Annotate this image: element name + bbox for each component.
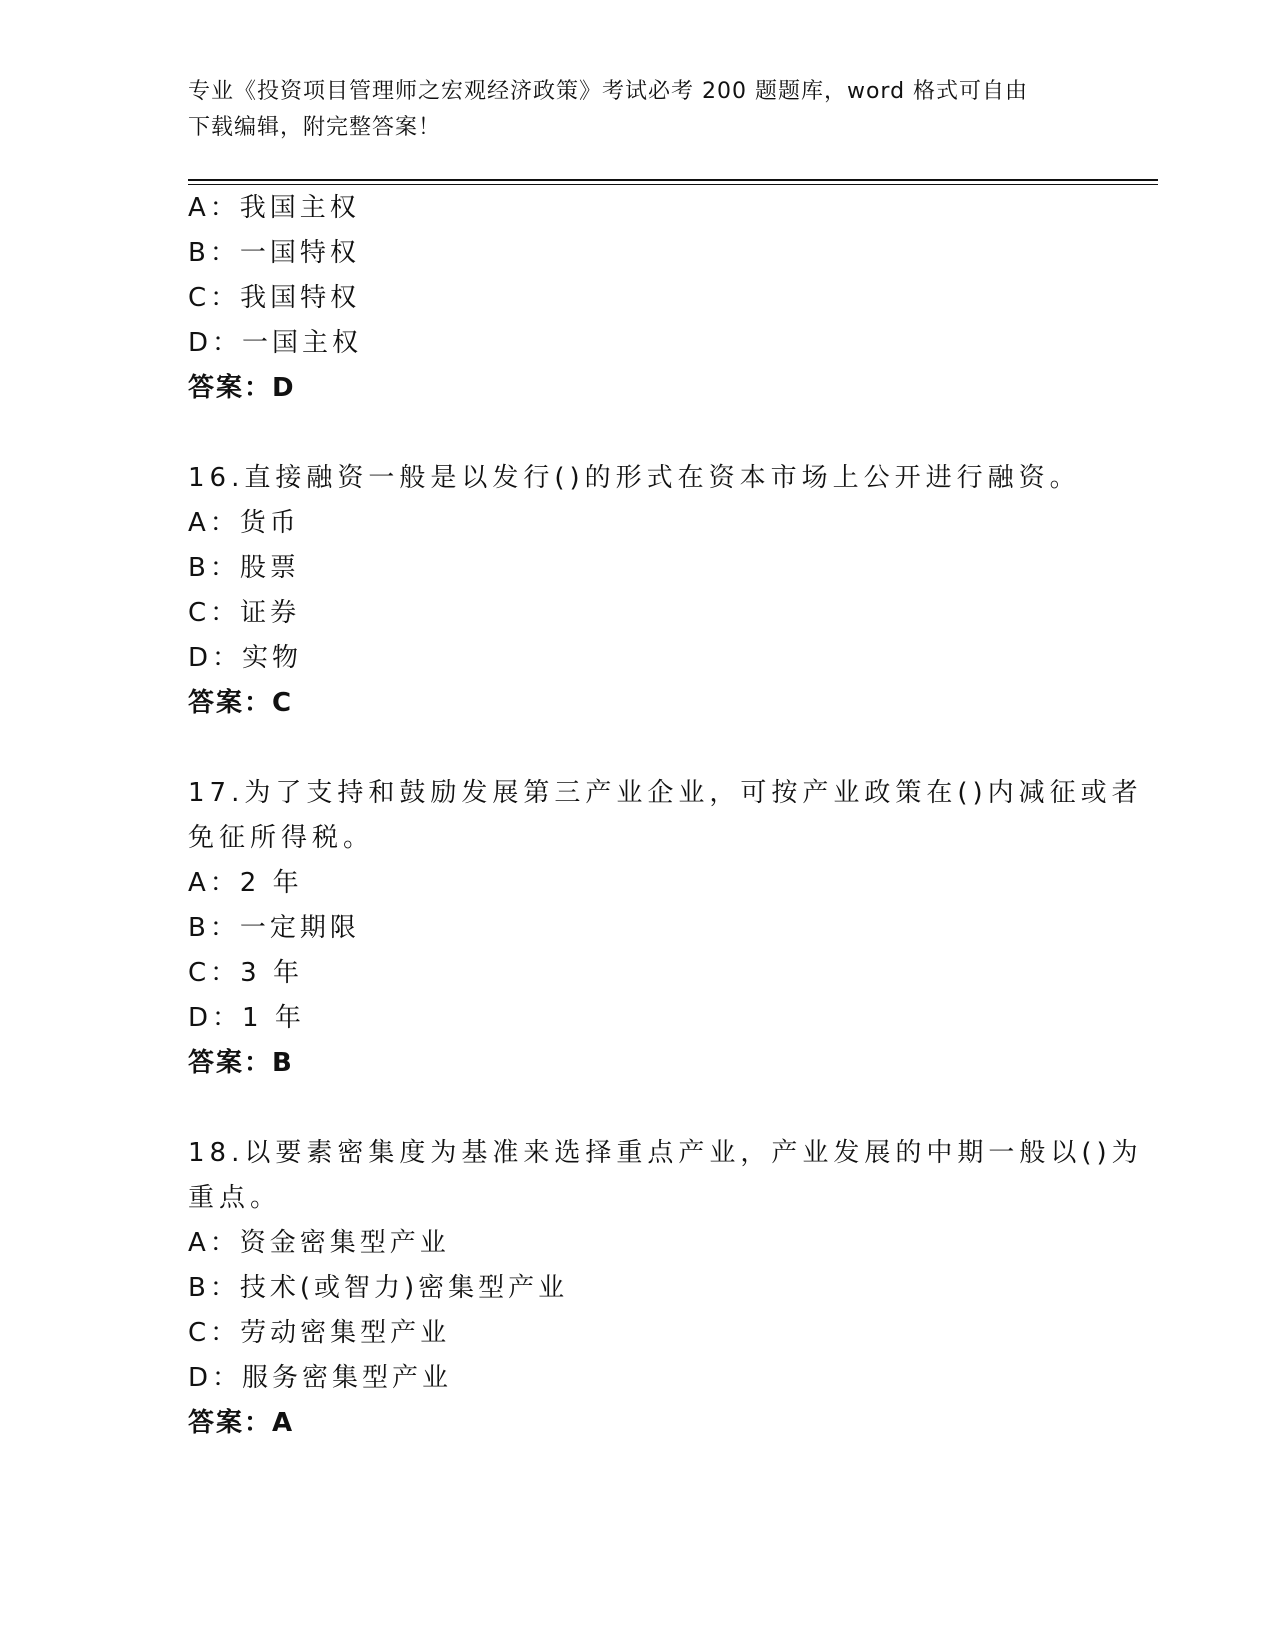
q15-option-b: B：一国特权 [188,238,360,268]
q16-option-b: B：股票 [188,553,300,583]
header-line-1: 专业《投资项目管理师之宏观经济政策》考试必考 200 题题库，word 格式可自由 [188,79,1029,104]
q15-option-d: D：一国主权 [188,328,363,358]
q18-answer: 答案：A [188,1408,295,1438]
q18-option-a: A：资金密集型产业 [188,1228,450,1258]
header-divider-thick [188,179,1158,181]
q16-stem: 16.直接融资一般是以发行()的形式在资本市场上公开进行融资。 [188,463,1081,493]
q18-stem-line-2: 重点。 [188,1183,282,1213]
q18-option-d: D：服务密集型产业 [188,1363,453,1393]
q17-option-b: B：一定期限 [188,913,360,943]
document-header [188,74,1088,146]
q17-option-d: D：1 年 [188,1003,305,1033]
q16-option-d: D：实物 [188,643,303,673]
q16-option-a: A：货币 [188,508,300,538]
q16-answer: 答案：C [188,688,294,718]
q17-option-a: A：2 年 [188,868,303,898]
q17-stem-line-1: 17.为了支持和鼓励发展第三产业企业，可按产业政策在()内减征或者 [188,778,1143,808]
header-line-2: 下载编辑，附完整答案！ [188,115,442,140]
q18-stem-line-1: 18.以要素密集度为基准来选择重点产业，产业发展的中期一般以()为 [188,1138,1143,1168]
q16-option-c: C：证券 [188,598,301,628]
q18-option-b: B：技术(或智力)密集型产业 [188,1273,569,1303]
q15-option-a: A：我国主权 [188,193,360,223]
q17-stem-line-2: 免征所得税。 [188,823,375,853]
q15-answer: 答案：D [188,373,296,403]
q17-answer: 答案：B [188,1048,294,1078]
header-divider-thin [188,184,1158,185]
q18-option-c: C：劳动密集型产业 [188,1318,451,1348]
q15-option-c: C：我国特权 [188,283,361,313]
q17-option-c: C：3 年 [188,958,303,988]
